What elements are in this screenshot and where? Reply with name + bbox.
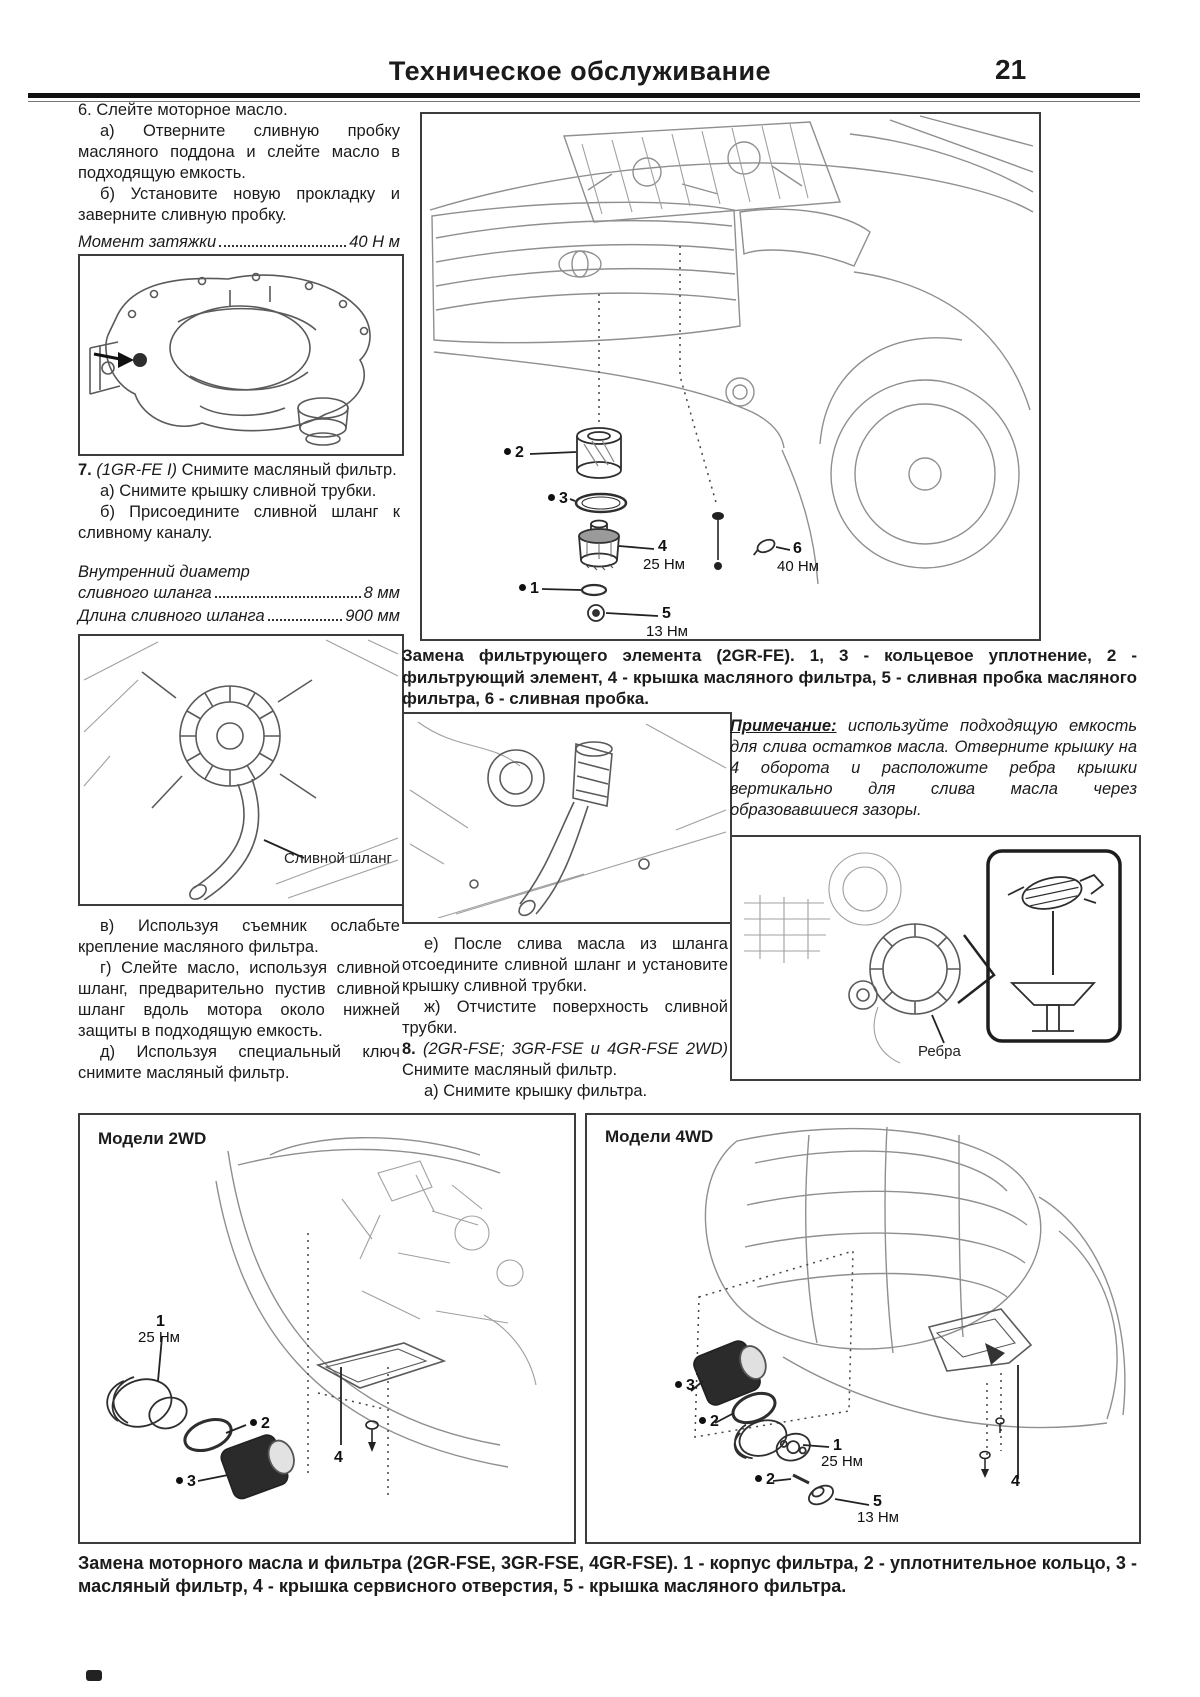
item7-engine-code: (1GR-FE I) (96, 461, 178, 479)
arrow-icon (118, 352, 134, 368)
section-6 (78, 100, 400, 226)
part-number-label: 3 (675, 1377, 695, 1395)
part-number-label: 1 (833, 1437, 842, 1454)
steps-e-zh-8 (402, 934, 728, 1102)
page-title: Техническое обслуживание (388, 56, 772, 86)
hose-spec-2-row (78, 606, 400, 627)
item8-number: 8. (402, 1040, 416, 1058)
torque-label: Момент затяжки (78, 233, 217, 251)
part-number-label: 3 (548, 490, 568, 508)
part-number-label: 5 (662, 605, 671, 622)
4wd-drawing (587, 1115, 1135, 1538)
part-number-label: 4 (1011, 1473, 1020, 1490)
hose-spec-1-row (78, 583, 400, 604)
panel-2wd (78, 1113, 576, 1544)
item6-heading: 6. Слейте моторное масло. (78, 101, 288, 119)
panel-4wd-title: Модели 4WD (605, 1127, 714, 1146)
part-number-label: 2 (504, 444, 524, 462)
part-number-label: 6 (793, 540, 802, 557)
part-number-label: 3 (176, 1473, 196, 1491)
part-number-label: 4 (658, 538, 667, 555)
leader-dots (215, 596, 361, 598)
item7-step-a: а) Снимите крышку сливной трубки. (100, 482, 377, 500)
2wd-drawing (80, 1115, 570, 1538)
part-number-label: 1 (156, 1313, 165, 1330)
step-v: в) Используя съемник ослабьте крепление масляного фильтра. (78, 917, 400, 956)
torque-value-label: 25 Нм (643, 556, 685, 573)
item8-step-a: а) Снимите крышку фильтра. (424, 1082, 648, 1100)
torque-value-label: 13 Нм (857, 1509, 899, 1526)
note-body: используйте подходящую емкость для слива остатков масла. Отверните крышку на 4 оборота и расположите ребра крышки вертикально для слива масла через образовавшиеся зазоры. (730, 717, 1137, 819)
torque-value-label: 13 Нм (646, 623, 688, 640)
part-number-label: 4 (334, 1449, 343, 1466)
bolt-icon (712, 512, 724, 520)
part-number-label: 2 (755, 1471, 775, 1489)
torque-value-label: 40 Нм (777, 558, 819, 575)
hose-callout-label: Сливной шланг (284, 850, 392, 867)
bottom-figure-caption: Замена моторного масла и фильтра (2GR-FSE, 3GR-FSE, 4GR-FSE). 1 - корпус фильтра, 2 - уплотнительное кольцо, 3 - масляный фильтр, 4 - крышка сервисного отверстия, 5 - крышка масляного фильтра. (78, 1553, 1137, 1596)
oil-pan-drawing (80, 256, 398, 450)
page-number: 21 (995, 54, 1027, 85)
part-number-label: 5 (873, 1493, 882, 1510)
note-paragraph (730, 716, 1137, 821)
hose-spec-2-label: Длина сливного шланга (78, 607, 265, 625)
hose-routing-drawing (404, 714, 726, 918)
torque-spec-row (78, 232, 400, 253)
section-7 (78, 460, 400, 544)
note-block (730, 716, 1137, 821)
part-number-label: 2 (699, 1413, 719, 1431)
leader-dots (219, 245, 346, 247)
item7-text: Снимите масляный фильтр. (181, 461, 397, 479)
figure-oil-pan (78, 254, 404, 456)
ribs-drawing (732, 837, 1135, 1075)
hose-spec-1-value: 8 мм (363, 584, 400, 602)
torque-value-label: 25 Нм (138, 1329, 180, 1346)
torque-value: 40 Н м (349, 233, 400, 251)
leader-dots (268, 619, 343, 621)
header-rule (28, 93, 1140, 98)
item7-heading (78, 460, 400, 481)
steps-v-g-d (78, 916, 400, 1084)
step-d: д) Используя специальный ключ снимите масляный фильтр. (78, 1043, 400, 1082)
step-zh: ж) Отчистите поверхность сливной трубки. (402, 998, 728, 1037)
item6-step-a: а) Отверните сливную пробку масляного поддона и слейте масло в подходящую емкость. (78, 122, 400, 182)
part-number-label: 2 (250, 1415, 270, 1433)
hose-spec-1-label: сливного шланга (78, 584, 212, 602)
figure-drain-hose (78, 634, 404, 906)
step-e: е) После слива масла из шланга отсоедините сливной шланг и установите крышку сливной трубки. (402, 935, 728, 995)
panel-4wd (585, 1113, 1141, 1544)
item8-engine-codes: (2GR-FSE; 3GR-FSE и 4GR-FSE 2WD) (423, 1040, 728, 1058)
panel-2wd-title: Модели 2WD (98, 1129, 207, 1148)
figure-hose-routing (402, 712, 732, 924)
figure-ribs (730, 835, 1141, 1081)
note-title: Примечание: (730, 717, 837, 735)
main-figure-caption: Замена фильтрующего элемента (2GR-FE). 1, 3 - кольцевое уплотнение, 2 - фильтрующий элемент, 4 - крышка масляного фильтра, 5 - сливная пробка масляного фильтра, 6 - сливная пробка. (402, 646, 1137, 708)
item8-heading (402, 1039, 728, 1081)
car-front-exploded-drawing (422, 114, 1035, 635)
hose-spec-1-line1: Внутренний диаметр (78, 563, 250, 581)
item7-number: 7. (78, 461, 92, 479)
scan-artifact (86, 1670, 102, 1681)
item7-step-b: б) Присоедините сливной шланг к сливному каналу. (78, 503, 400, 542)
drain-plug-mark (133, 353, 147, 367)
item8-text: Снимите масляный фильтр. (402, 1061, 618, 1079)
part-number-label: 1 (519, 580, 539, 598)
hose-spec-2-value: 900 мм (345, 607, 400, 625)
ribs-callout-label: Ребра (918, 1043, 961, 1060)
torque-value-label: 25 Нм (821, 1453, 863, 1470)
step-g: г) Слейте масло, используя сливной шланг, предварительно пустив сливной шланг вдоль мотора около нижней защиты в подходящую емкость. (78, 959, 400, 1040)
figure-main-exploded (420, 112, 1041, 641)
item6-step-b: б) Установите новую прокладку и заверните сливную пробку. (78, 185, 400, 224)
